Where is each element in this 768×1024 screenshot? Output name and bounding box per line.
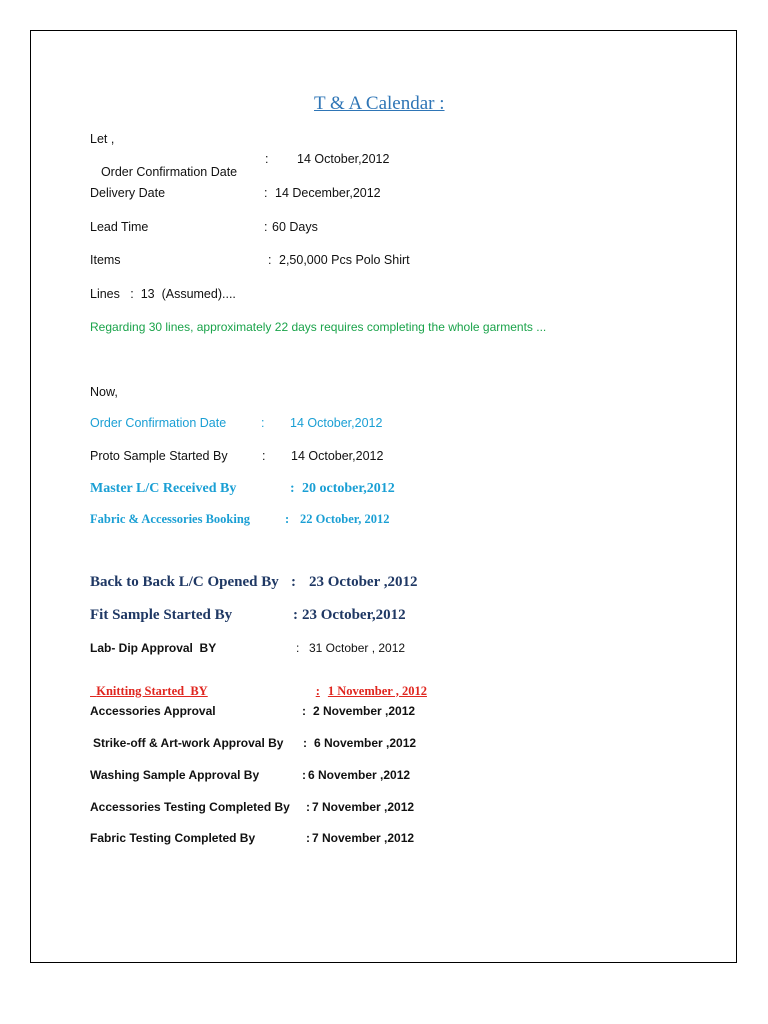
row-label: Accessories Approval [90,704,216,718]
row-separator: : [264,186,268,200]
knitting-label: Knitting Started BY [96,683,208,698]
row-separator: : [315,683,320,698]
row-value: 14 October,2012 [291,449,384,463]
row-separator: : [265,152,269,166]
row-label: Fabric Testing Completed By [90,831,256,845]
row-label: Lab- Dip Approval BY [90,641,217,655]
row-value: 7 November ,2012 [312,800,415,814]
row-label: Items [90,253,121,267]
row-label: Proto Sample Started By [90,449,228,463]
row-value: 20 october,2012 [302,481,395,496]
row-label: Strike-off & Art-work Approval By [93,736,284,750]
row-label: Washing Sample Approval By [90,768,260,782]
page-title: T & A Calendar : [314,93,445,114]
row-separator: : [262,449,266,463]
row-separator: : [293,607,298,623]
row-separator: : [291,574,296,590]
row-value: 23 October,2012 [302,607,406,623]
row-label: Delivery Date [90,186,166,200]
row-separator: : [268,253,272,267]
lines-row: Lines : 13 (Assumed).... [90,287,236,301]
row-label: Fabric & Accessories Booking [90,512,251,526]
row-label: Order Confirmation Date [100,164,238,179]
row-separator: : [261,416,265,430]
row-separator: : [306,831,310,845]
row-separator: : [302,704,306,718]
row-value: 2 November ,2012 [313,704,416,718]
row-label: Back to Back L/C Opened By [90,574,279,590]
row-separator: : [302,768,306,782]
row-value: 7 November ,2012 [312,831,415,845]
row-label: Order Confirmation Date [90,416,227,430]
row-separator: : [306,800,310,814]
row-value: 1 November , 2012 [327,683,427,698]
row-value: 6 November ,2012 [314,736,417,750]
row-value: 31 October , 2012 [309,641,406,655]
row-value: 60 Days [272,220,318,234]
row-value: 2,50,000 Pcs Polo Shirt [279,253,410,267]
row-label: Accessories Testing Completed By [90,800,290,814]
row-value: 22 October, 2012 [300,512,390,526]
row-separator: : [285,512,290,526]
row-separator: : [296,641,300,655]
row-value: 14 October,2012 [290,416,383,430]
note-text: Regarding 30 lines, approximately 22 days requires completing the whole garments ... [90,320,547,334]
row-value: 6 November ,2012 [308,768,411,782]
row-label: Lead Time [90,220,149,234]
row-separator: : [290,481,295,496]
row-label [90,672,427,697]
row-separator: : [264,220,268,234]
row-separator: : [303,736,307,750]
now-label: Now, [90,385,118,399]
intro-row [94,153,237,178]
row-value: 14 December,2012 [275,186,381,200]
row-value: 14 October,2012 [297,152,390,166]
row-label: Master L/C Received By [90,481,237,496]
row-value: 23 October ,2012 [309,574,418,590]
row-label: Fit Sample Started By [90,607,233,623]
let-label: Let , [90,132,115,146]
